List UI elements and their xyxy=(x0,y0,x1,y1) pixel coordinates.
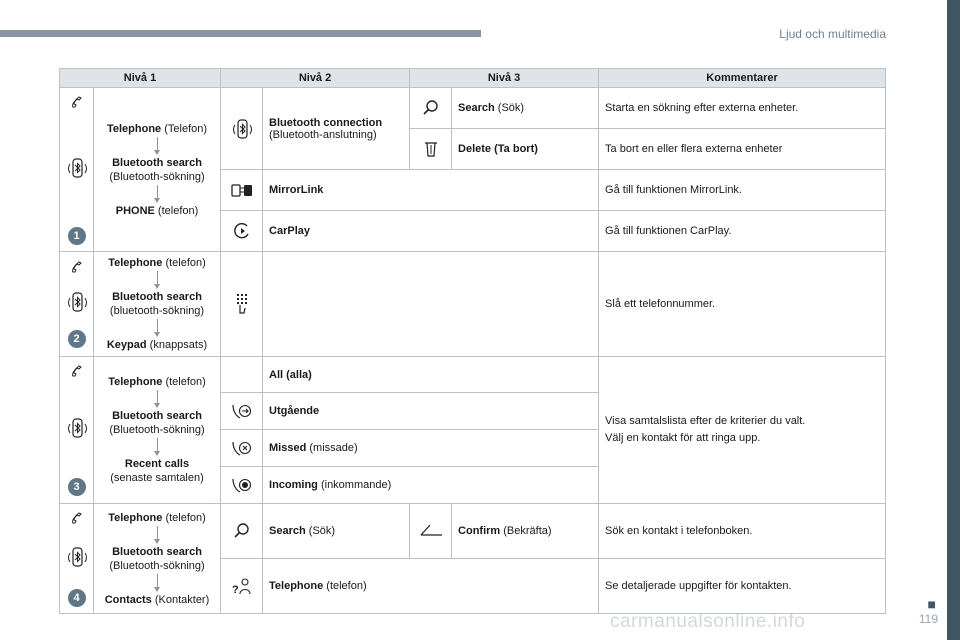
comment-cell: Gå till funktionen CarPlay. xyxy=(599,211,886,252)
phone-icon xyxy=(70,511,84,525)
l2-text: (telefon) xyxy=(323,580,367,592)
bluetooth-phone-icon xyxy=(66,291,88,313)
l2-cell xyxy=(263,170,599,211)
group-4-level1 xyxy=(94,504,221,614)
l2-bold: Incoming xyxy=(269,479,318,491)
section-title: Ljud och multimedia xyxy=(779,27,886,41)
down-arrow-icon xyxy=(157,271,158,287)
down-arrow-icon xyxy=(157,526,158,542)
l3-icon-cell xyxy=(410,129,452,170)
bluetooth-connection-icon-cell xyxy=(221,88,263,170)
contact-details-icon xyxy=(231,576,253,596)
l2-bold: Bluetooth connection xyxy=(269,116,383,129)
footer-mark: ■ xyxy=(927,596,936,612)
l2-icon-cell xyxy=(221,559,263,614)
trash-icon xyxy=(423,140,439,158)
header-kommentarer: Kommentarer xyxy=(599,69,886,88)
comment-cell: Slå ett telefonnummer. xyxy=(599,252,886,357)
l3-cell xyxy=(452,129,599,170)
down-arrow-icon xyxy=(157,185,158,201)
l2-cell xyxy=(263,211,599,252)
table-row xyxy=(60,252,886,357)
header-nivå-1: Nivå 1 xyxy=(60,69,221,88)
level-badge-4: 4 xyxy=(68,589,86,607)
phone-icon xyxy=(70,364,84,378)
l2-cell xyxy=(263,504,410,559)
group-3-level1 xyxy=(94,357,221,504)
page-edge-bar xyxy=(947,0,960,640)
l1-item-bold: Recent calls xyxy=(124,458,190,470)
group-2-level1 xyxy=(94,252,221,357)
l3-text: (Sök) xyxy=(494,102,525,114)
outgoing-call-icon xyxy=(231,402,253,420)
l1-item-bold: Bluetooth search xyxy=(112,545,202,558)
svg-text:?: ? xyxy=(231,584,239,596)
carplay-icon xyxy=(232,221,252,241)
l1-item-bold: Telephone xyxy=(108,376,163,388)
l2-bold: Search xyxy=(269,525,306,537)
mirrorlink-icon xyxy=(231,181,253,199)
l1-item-bold: Telephone xyxy=(108,257,163,269)
l3-icon-cell xyxy=(410,504,452,559)
comment-line: Välj en kontakt för att ringa upp. xyxy=(605,432,761,444)
l2-icon-cell xyxy=(221,252,263,357)
l1-item-bold: Telephone xyxy=(108,511,163,524)
l2-cell xyxy=(263,88,410,170)
comment-cell xyxy=(599,357,886,504)
l1-item-bold: Bluetooth search xyxy=(112,156,202,169)
bluetooth-phone-icon xyxy=(66,157,88,179)
l3-bold: Search xyxy=(458,102,495,114)
bluetooth-phone-icon xyxy=(66,546,88,568)
comment-cell: Sök en kontakt i telefonboken. xyxy=(599,504,886,559)
search-icon xyxy=(422,99,440,117)
l1-item-bold: Telephone xyxy=(106,122,162,135)
keypad-icon xyxy=(232,292,252,316)
l2-cell xyxy=(263,559,599,614)
l1-item-text: (Telefon) xyxy=(161,122,208,135)
bluetooth-phone-icon xyxy=(66,417,88,439)
phone-icon xyxy=(70,95,84,109)
l3-text: (Bekräfta) xyxy=(500,525,552,537)
l1-item-text: (telefon) xyxy=(162,257,206,269)
down-arrow-icon xyxy=(157,319,158,335)
l2-icon-cell xyxy=(221,430,263,467)
comment-cell: Ta bort en eller flera externa enheter xyxy=(599,129,886,170)
watermark: carmanualsonline.info xyxy=(610,611,806,632)
l2-icon-cell xyxy=(221,504,263,559)
l1-item-bold: PHONE xyxy=(115,204,155,217)
confirm-arrow-icon xyxy=(418,523,444,539)
page-number: 119 xyxy=(918,612,938,626)
l2-bold: Telephone xyxy=(269,580,324,592)
missed-call-icon xyxy=(231,439,253,457)
table-row xyxy=(60,357,886,393)
incoming-call-icon xyxy=(231,476,253,494)
l1-item-bold: Keypad xyxy=(106,339,147,351)
top-accent-bar xyxy=(0,30,481,37)
comment-cell: Se detaljerade uppgifter för kontakten. xyxy=(599,559,886,614)
l1-item-bold: Bluetooth search xyxy=(112,291,202,303)
l1-item-text: (Bluetooth-sökning) xyxy=(109,170,205,183)
comment-cell: Starta en sökning efter externa enheter. xyxy=(599,88,886,129)
l2-text: (Sök) xyxy=(305,525,336,537)
l3-cell xyxy=(452,504,599,559)
l1-item-text: (telefon) xyxy=(154,204,199,217)
table-row xyxy=(60,504,886,559)
header-nivå-2: Nivå 2 xyxy=(221,69,410,88)
l2-text: (inkommande) xyxy=(317,479,392,491)
menu-table xyxy=(59,68,886,614)
search-icon xyxy=(233,522,251,540)
level-badge-3: 3 xyxy=(68,478,86,496)
l2-icon-cell xyxy=(221,467,263,504)
l1-item-text: (telefon) xyxy=(162,511,206,524)
level-badge-2: 2 xyxy=(68,330,86,348)
l2-cell xyxy=(263,467,599,504)
l1-item-bold: Contacts xyxy=(104,593,152,606)
l2-bold: Missed xyxy=(269,442,307,454)
l1-item-text: (telefon) xyxy=(162,376,206,388)
comment-line: Visa samtalslista efter de kriterier du valt. xyxy=(605,415,806,427)
l2-cell xyxy=(263,357,599,393)
l2-bold: Utgående xyxy=(269,405,320,417)
l1-item-text: (Kontakter) xyxy=(151,593,210,606)
l2-cell xyxy=(263,430,599,467)
group-2-icons xyxy=(60,252,94,357)
l2-icon-cell xyxy=(221,211,263,252)
l1-item-text: (knappsats) xyxy=(146,339,208,351)
l2-icon-cell xyxy=(221,170,263,211)
down-arrow-icon xyxy=(157,438,158,454)
down-arrow-icon xyxy=(157,390,158,406)
l1-item-text: (senaste samtalen) xyxy=(110,472,204,484)
l1-item-text: (Bluetooth-sökning) xyxy=(109,559,205,572)
l1-item-bold: Bluetooth search xyxy=(112,410,202,422)
down-arrow-icon xyxy=(157,137,158,153)
l2-bold: CarPlay xyxy=(269,225,310,237)
comment-cell: Gå till funktionen MirrorLink. xyxy=(599,170,886,211)
l1-item-text: (bluetooth-sökning) xyxy=(109,305,205,317)
group-4-icons xyxy=(60,504,94,614)
l2-text: (Bluetooth-anslutning) xyxy=(269,128,377,141)
l3-icon-cell xyxy=(410,88,452,129)
phone-icon xyxy=(70,260,84,274)
l2-text: (missade) xyxy=(306,442,358,454)
table-row xyxy=(60,88,886,129)
l2-bold: All (alla) xyxy=(269,368,312,381)
header-row xyxy=(60,69,886,88)
l3-bold: Confirm xyxy=(458,525,501,537)
l2-cell xyxy=(263,393,599,430)
l1-item-text: (Bluetooth-sökning) xyxy=(109,424,205,436)
group-1-level1 xyxy=(94,88,221,252)
group-3-icons xyxy=(60,357,94,504)
l2-cell xyxy=(263,252,599,357)
l2-icon-cell xyxy=(221,393,263,430)
l3-cell xyxy=(452,88,599,129)
l3-bold: Delete (Ta bort) xyxy=(458,143,538,155)
level-badge-1: 1 xyxy=(68,227,86,245)
l2-icon-cell xyxy=(221,357,263,393)
l2-bold: MirrorLink xyxy=(269,184,324,196)
down-arrow-icon xyxy=(157,574,158,590)
bluetooth-phone-icon xyxy=(231,118,253,140)
header-nivå-3: Nivå 3 xyxy=(410,69,599,88)
group-1-icons xyxy=(60,88,94,252)
